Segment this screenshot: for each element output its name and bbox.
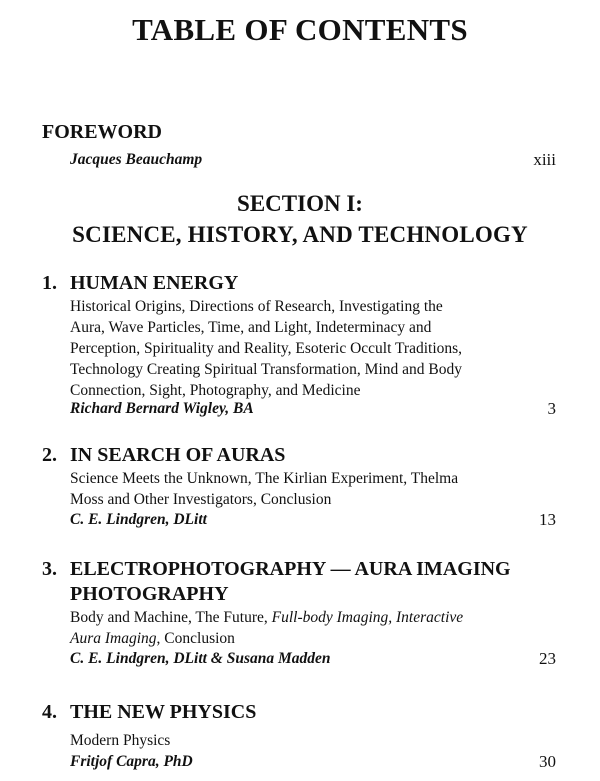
chapter-1-desc-line: Perception, Spirituality and Reality, Esoteric Occult Traditions, — [70, 340, 463, 357]
chapter-3-number: 3. — [42, 558, 57, 580]
chapter-2-description — [70, 468, 458, 510]
section-heading-line2: SCIENCE, HISTORY, AND TECHNOLOGY — [72, 222, 528, 247]
chapter-4-desc-line: Modern Physics — [70, 732, 171, 749]
chapter-3-desc-line — [70, 607, 463, 628]
chapter-2-number: 2. — [42, 444, 57, 466]
chapter-3-desc-line — [70, 628, 463, 649]
chapter-3-description — [70, 607, 463, 649]
foreword-heading: FOREWORD — [42, 121, 162, 143]
chapter-3-desc-italic: Aura Imaging — [70, 630, 157, 647]
chapter-3-page-number: 23 — [539, 649, 556, 668]
chapter-1-desc-line: Historical Origins, Directions of Research, Investigating the — [70, 298, 443, 315]
page-title: TABLE OF CONTENTS — [132, 12, 468, 47]
chapter-2-desc-line: Moss and Other Investigators, Conclusion — [70, 491, 332, 508]
chapter-1-page-number: 3 — [547, 399, 556, 418]
chapter-4-description — [70, 730, 170, 751]
chapter-1-desc-line: Technology Creating Spiritual Transformation, Mind and Body — [70, 361, 462, 378]
chapter-2-title: IN SEARCH OF AURAS — [70, 444, 286, 466]
chapter-3-desc-italic: Full-body Imaging, Interactive — [271, 609, 464, 626]
chapter-3-title-line1: ELECTROPHOTOGRAPHY — AURA IMAGING — [70, 558, 511, 580]
chapter-4-author: Fritjof Capra, PhD — [70, 753, 193, 770]
chapter-3-title-line2: PHOTOGRAPHY — [70, 583, 229, 605]
chapter-3-author: C. E. Lindgren, DLitt & Susana Madden — [70, 650, 331, 667]
section-heading-line1: SECTION I: — [237, 191, 363, 216]
chapter-3-desc-text: , Conclusion — [156, 630, 235, 647]
chapter-2-page-number: 13 — [539, 510, 556, 529]
chapter-1-description — [70, 296, 462, 401]
foreword-page-number: xiii — [533, 150, 556, 169]
chapter-1-title: HUMAN ENERGY — [70, 272, 239, 294]
chapter-3-desc-text: Body and Machine, The Future, — [70, 609, 272, 626]
chapter-2-author: C. E. Lindgren, DLitt — [70, 511, 207, 528]
chapter-1-author: Richard Bernard Wigley, BA — [70, 400, 254, 417]
chapter-4-page-number: 30 — [539, 752, 556, 771]
chapter-1-desc-line: Aura, Wave Particles, Time, and Light, Indeterminacy and — [70, 319, 432, 336]
chapter-2-desc-line: Science Meets the Unknown, The Kirlian Experiment, Thelma — [70, 470, 459, 487]
chapter-1-number: 1. — [42, 272, 57, 294]
foreword-author: Jacques Beauchamp — [70, 151, 203, 168]
chapter-4-number: 4. — [42, 701, 57, 723]
chapter-1-desc-line: Connection, Sight, Photography, and Medicine — [70, 382, 361, 399]
chapter-4-title: THE NEW PHYSICS — [70, 701, 257, 723]
